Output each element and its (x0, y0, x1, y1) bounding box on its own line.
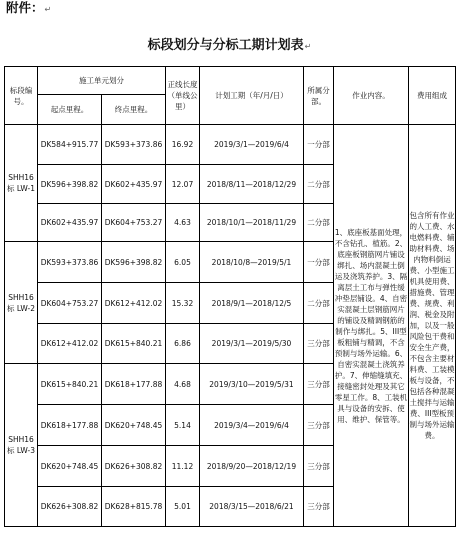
length-value: 5.14 (166, 405, 200, 446)
schedule-value: 2018/9/1—2018/12/5 (200, 283, 304, 324)
department-value: 二分部 (304, 283, 334, 324)
header-schedule: 计划工期（年/月/日） (200, 67, 304, 125)
start-mileage: DK604+753.27 (38, 283, 102, 324)
schedule-value: 2019/3/10—2019/5/31 (200, 364, 304, 405)
length-value: 12.07 (166, 165, 200, 204)
schedule-value: 2019/3/1—2019/6/4 (200, 125, 304, 165)
department-value: 三分部 (304, 324, 334, 364)
schedule-value: 2018/10/8—2019/5/1 (200, 242, 304, 283)
end-mileage: DK626+308.82 (102, 446, 166, 487)
department-value: 一分部 (304, 242, 334, 283)
section-name: SHH16标 LW-2 (5, 242, 38, 364)
length-value: 11.12 (166, 446, 200, 487)
start-mileage: DK612+412.02 (38, 324, 102, 364)
page-title: 标段划分与分标工期计划表↵ (147, 38, 312, 53)
header-work-content: 作业内容。 (334, 67, 409, 125)
end-mileage: DK596+398.82 (102, 242, 166, 283)
header-cost-composition: 费用组成 (409, 67, 456, 125)
header-section-no: 标段编号。 (5, 67, 38, 125)
end-mileage: DK604+753.27 (102, 204, 166, 242)
start-mileage: DK620+748.45 (38, 446, 102, 487)
length-value: 4.68 (166, 364, 200, 405)
schedule-value: 2018/8/11—2018/12/29 (200, 165, 304, 204)
header-start-mileage: 起点里程。 (38, 95, 102, 125)
end-mileage: DK593+373.86 (102, 125, 166, 165)
start-mileage: DK596+398.82 (38, 165, 102, 204)
paragraph-mark-icon: ↵ (44, 5, 52, 14)
start-mileage: DK615+840.21 (38, 364, 102, 405)
department-value: 三分部 (304, 364, 334, 405)
schedule-value: 2018/9/20—2018/12/19 (200, 446, 304, 487)
cost-composition-text: 包含所有作业的人工费、水电燃料费、辅助材料费、场内物料倒运费、小型施工机具使用费、措施费、管理费、规费、利润、税金及附加，以及一般风险包干费和安全生产费，不包含主要材料费、工装模板与设备，不包括各种混凝土搅拌与运输费、III型板预制与场外运输费。 (409, 125, 456, 527)
department-value: 三分部 (304, 446, 334, 487)
department-value: 二分部 (304, 204, 334, 242)
schedule-table (4, 66, 456, 527)
end-mileage: DK602+435.97 (102, 165, 166, 204)
start-mileage: DK593+373.86 (38, 242, 102, 283)
department-value: 三分部 (304, 487, 334, 527)
length-value: 6.05 (166, 242, 200, 283)
start-mileage: DK618+177.88 (38, 405, 102, 446)
header-unit-division: 施工单元划分 (38, 67, 166, 95)
length-value: 15.32 (166, 283, 200, 324)
department-value: 一分部 (304, 125, 334, 165)
department-value: 二分部 (304, 165, 334, 204)
header-end-mileage: 终点里程。 (102, 95, 166, 125)
department-value: 三分部 (304, 405, 334, 446)
start-mileage: DK602+435.97 (38, 204, 102, 242)
length-value: 4.63 (166, 204, 200, 242)
schedule-value: 2019/3/1—2019/5/30 (200, 324, 304, 364)
length-value: 16.92 (166, 125, 200, 165)
schedule-value: 2019/3/4—2019/6/4 (200, 405, 304, 446)
end-mileage: DK612+412.02 (102, 283, 166, 324)
section-name: SHH16标 LW-3 (5, 364, 38, 527)
end-mileage: DK615+840.21 (102, 324, 166, 364)
end-mileage: DK620+748.45 (102, 405, 166, 446)
start-mileage: DK626+308.82 (38, 487, 102, 527)
section-name: SHH16标 LW-1 (5, 125, 38, 242)
attachment-label: 附件：↵ (6, 0, 52, 15)
work-content-text: 1、底座板基面处理，不含钻孔、植筋。2、底座板钢筋网片铺设绑扎、场内混凝土倒运及浇筑养护。3、隔离层土工布与弹性缓冲垫层铺设。4、自密实混凝土层钢筋网片的铺设及精调钢筋的制作与绑扎。5、III型板粗铺与精调，不含预制与场外运输。6、自密实混凝土浇筑养护。7、伸缩缝填充、接缝密封处理及其它零星工作。8、工装机具与设备的安拆、使用、维护、保管等。 (334, 125, 409, 527)
schedule-value: 2018/3/15—2018/6/21 (200, 487, 304, 527)
header-length: 正线长度（单线公里） (166, 67, 200, 125)
header-department: 所属分部。 (304, 67, 334, 125)
schedule-value: 2018/10/1—2018/11/29 (200, 204, 304, 242)
end-mileage: DK628+815.78 (102, 487, 166, 527)
end-mileage: DK618+177.88 (102, 364, 166, 405)
start-mileage: DK584+915.77 (38, 125, 102, 165)
paragraph-mark-icon: ↵ (304, 42, 312, 51)
length-value: 5.01 (166, 487, 200, 527)
length-value: 6.86 (166, 324, 200, 364)
